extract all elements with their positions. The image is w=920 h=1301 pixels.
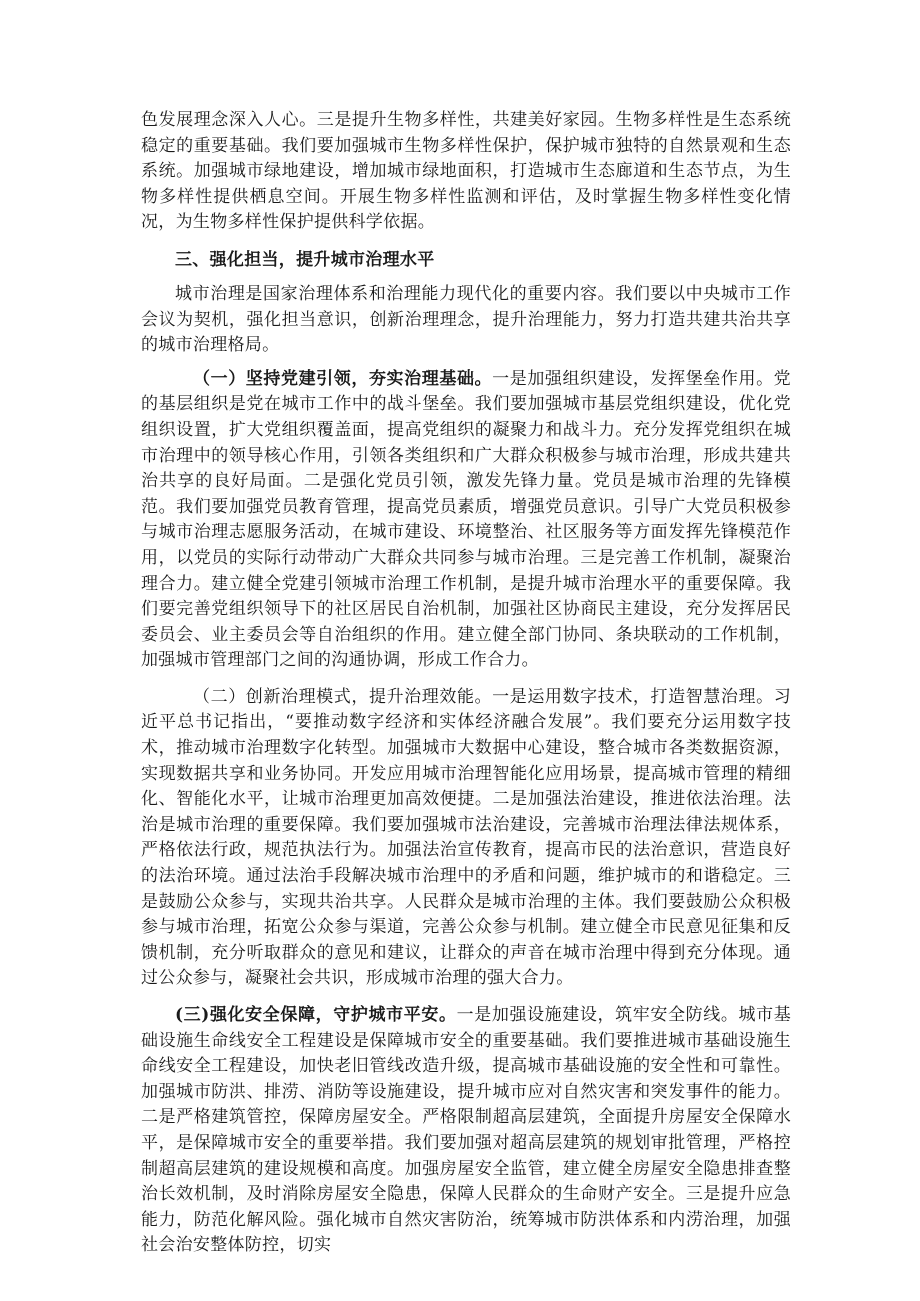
paragraph-sub2: （二）创新治理模式，提升治理效能。一是运用数字技术，打造智慧治理。习近平总书记指出，“要推动数字经济和实体经济融合发展”。我们要充分运用数字技术，推动城市治理数字化转型。加强城市大数据中心建设，整合城市各类数据资源，实现数据共享和业务协同。开发应用城市治理智能化应用场景，提高城市管理的精细化、智能化水平，让城市治理更加高效便捷。二是加强法治建设，推进依法治理。法治是城市治理的重要保障。我们要加强城市法治建设，完善城市治理法律法规体系，严格依法行政，规范执法行为。加强法治宣传教育，提高市民的法治意识，营造良好的法治环境。通过法治手段解决城市治理中的矛盾和问题，维护城市的和谐稳定。三是鼓励公众参与，实现共治共享。人民群众是城市治理的主体。我们要鼓励公众积极参与城市治理，拓宽公众参与渠道，完善公众参与机制。建立健全市民意见征集和反馈机制，充分听取群众的意见和建议，让群众的声音在城市治理中得到充分体现。通过公众参与，凝聚社会共识，形成城市治理的强大合力。: [141, 686, 791, 989]
paragraph-section3-intro: 城市治理是国家治理体系和治理能力现代化的重要内容。我们要以中央城市工作会议为契机，强化担当意识，创新治理理念，提升治理能力，努力打造共建共治共享的城市治理格局。: [141, 283, 791, 356]
sub1-title: （一）坚持党建引领，夯实治理基础。: [193, 368, 493, 389]
paragraph-sub1: [141, 367, 791, 674]
document-page: [141, 108, 791, 1259]
sub1-body: 一是加强组织建设，发挥堡垒作用。党的基层组织是党在城市工作中的战斗堡垒。我们要加强城市基层党组织建设，优化党组织设置，扩大党组织覆盖面，提高党组织的凝聚力和战斗力。充分发挥党组织在城市治理中的领导核心作用，引领各类组织和广大群众积极参与城市治理，形成共建共治共享的良好局面。二是强化党员引领，激发先锋力量。党员是城市治理的先锋模范。我们要加强党员教育管理，提高党员素质，增强党员意识。引导广大党员积极参与城市治理志愿服务活动，在城市建设、环境整治、社区服务等方面发挥先锋模范作用，以党员的实际行动带动广大群众共同参与城市治理。三是完善工作机制，凝聚治理合力。建立健全党建引领城市治理工作机制，是提升城市治理水平的重要保障。我们要完善党组织领导下的社区居民自治机制，加强社区协商民主建设，充分发挥居民委员会、业主委员会等自治组织的作用。建立健全部门协同、条块联动的工作机制，加强城市管理部门之间的沟通协调，形成工作合力。: [141, 368, 791, 671]
sub3-body: 一是加强设施建设，筑牢安全防线。城市基础设施生命线安全工程建设是保障城市安全的重要基础。我们要推进城市基础设施生命线安全工程建设，加快老旧管线改造升级，提高城市基础设施的安全性和可靠性。加强城市防洪、排涝、消防等设施建设，提升城市应对自然灾害和突发事件的能力。二是严格建筑管控，保障房屋安全。严格限制超高层建筑，全面提升房屋安全保障水平，是保障城市安全的重要举措。我们要加强对超高层建筑的规划审批管理，严格控制超高层建筑的建设规模和高度。加强房屋安全监管，建立健全房屋安全隐患排查整治长效机制，及时消除房屋安全隐患，保障人民群众的生命财产安全。三是提升应急能力，防范化解风险。强化城市自然灾害防治，统筹城市防洪体系和内涝治理，加强社会治安整体防控，切实: [141, 1005, 792, 1256]
section-heading-3: 三、强化担当，提升城市治理水平: [175, 249, 435, 270]
paragraph-sub3: [141, 1003, 791, 1259]
paragraph-biodiversity: 色发展理念深入人心。三是提升生物多样性，共建美好家园。生物多样性是生态系统稳定的重要基础。我们要加强城市生物多样性保护，保护城市独特的自然景观和生态系统。加强城市绿地建设，增加城市绿地面积，打造城市生态廊道和生态节点，为生物多样性提供栖息空间。开展生物多样性监测和评估，及时掌握生物多样性变化情况，为生物多样性保护提供科学依据。: [141, 110, 791, 233]
sub3-title: (三)强化安全保障，守护城市平安。: [175, 1005, 457, 1025]
